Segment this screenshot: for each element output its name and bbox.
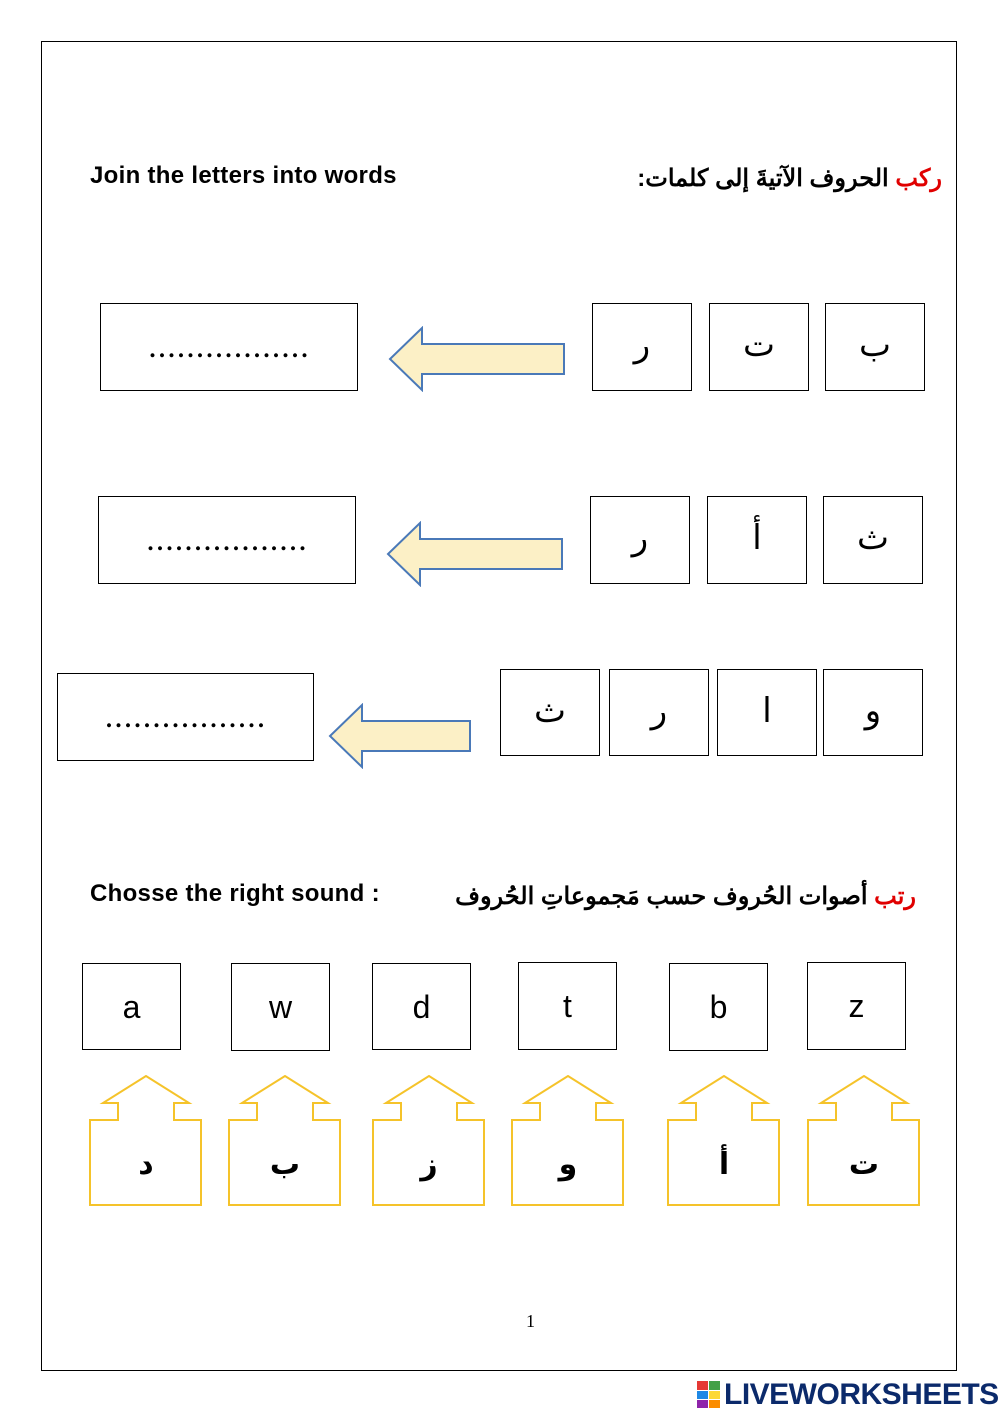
arabic-letter: و [558,1147,578,1182]
letter-box [823,496,923,584]
section2-heading-en: Chosse the right sound : [90,880,380,907]
sound-box[interactable] [807,962,906,1050]
section1-heading-ar [637,164,942,193]
logo-blocks-icon [697,1381,721,1409]
answer-box[interactable] [57,673,314,761]
section1-heading-en: Join the letters into words [90,162,397,189]
letter-text: ب [858,325,891,365]
sound-box[interactable] [231,963,330,1051]
arabic-letter: ز [420,1147,438,1182]
letter-text: ث [533,690,566,731]
up-arrow-callout-icon [667,1075,781,1209]
up-arrow-callout-icon [807,1075,921,1209]
answer-box[interactable] [98,496,356,584]
letter-box [500,669,600,756]
sound-text: w [268,989,293,1025]
sound-text: d [412,988,431,1025]
letter-text: أ [752,518,762,558]
sound-text: a [122,988,141,1025]
up-arrow-callout-icon [511,1075,625,1209]
section1-heading-ar-verb: ركب [895,165,942,192]
liveworksheets-logo [697,1378,999,1412]
up-arrow-callout-icon [228,1075,342,1209]
sound-text: t [563,988,572,1024]
letter-box [717,669,817,756]
arabic-letter: أ [718,1147,730,1182]
answer-dots: ................. [146,521,308,558]
letter-box [590,496,690,584]
letter-text: ر [650,690,668,731]
left-arrow-icon [386,521,566,587]
left-arrow-icon [328,703,474,769]
letter-text: و [864,690,882,731]
section2-heading-ar-rest: أصوات الحُروف حسب مَجموعاتِ الحُروف [455,883,875,910]
sound-text: b [709,989,728,1025]
up-arrow-callout-icon [89,1075,203,1209]
letter-box [592,303,692,391]
section2-heading-ar-verb: رتب [874,883,916,910]
letter-text: ا [762,690,772,731]
letter-text: ر [633,325,651,365]
up-arrow-callout-icon [372,1075,486,1209]
sound-box[interactable] [82,963,181,1050]
letter-text: ر [631,518,649,558]
sound-box[interactable] [669,963,768,1051]
logo-text: LIVEWORKSHEETS [724,1378,999,1411]
letter-text: ث [856,518,889,558]
letter-box [823,669,923,756]
arabic-letter: ب [269,1147,301,1182]
letter-box [825,303,925,391]
answer-dots: ................. [148,328,310,365]
section2-heading-ar [455,882,916,911]
left-arrow-icon [388,326,568,392]
arabic-letter: د [138,1147,154,1182]
sound-box[interactable] [372,963,471,1050]
answer-box[interactable] [100,303,358,391]
sound-box[interactable] [518,962,617,1050]
page-number: 1 [526,1311,535,1331]
letter-text: ت [742,325,775,365]
letter-box [709,303,809,391]
sound-text: z [848,988,865,1024]
letter-box [707,496,807,584]
arabic-letter: ت [848,1147,880,1182]
letter-box [609,669,709,756]
section1-heading-ar-rest: الحروف الآتيةَ إلى كلمات: [637,165,896,192]
answer-dots: ................. [104,698,267,735]
